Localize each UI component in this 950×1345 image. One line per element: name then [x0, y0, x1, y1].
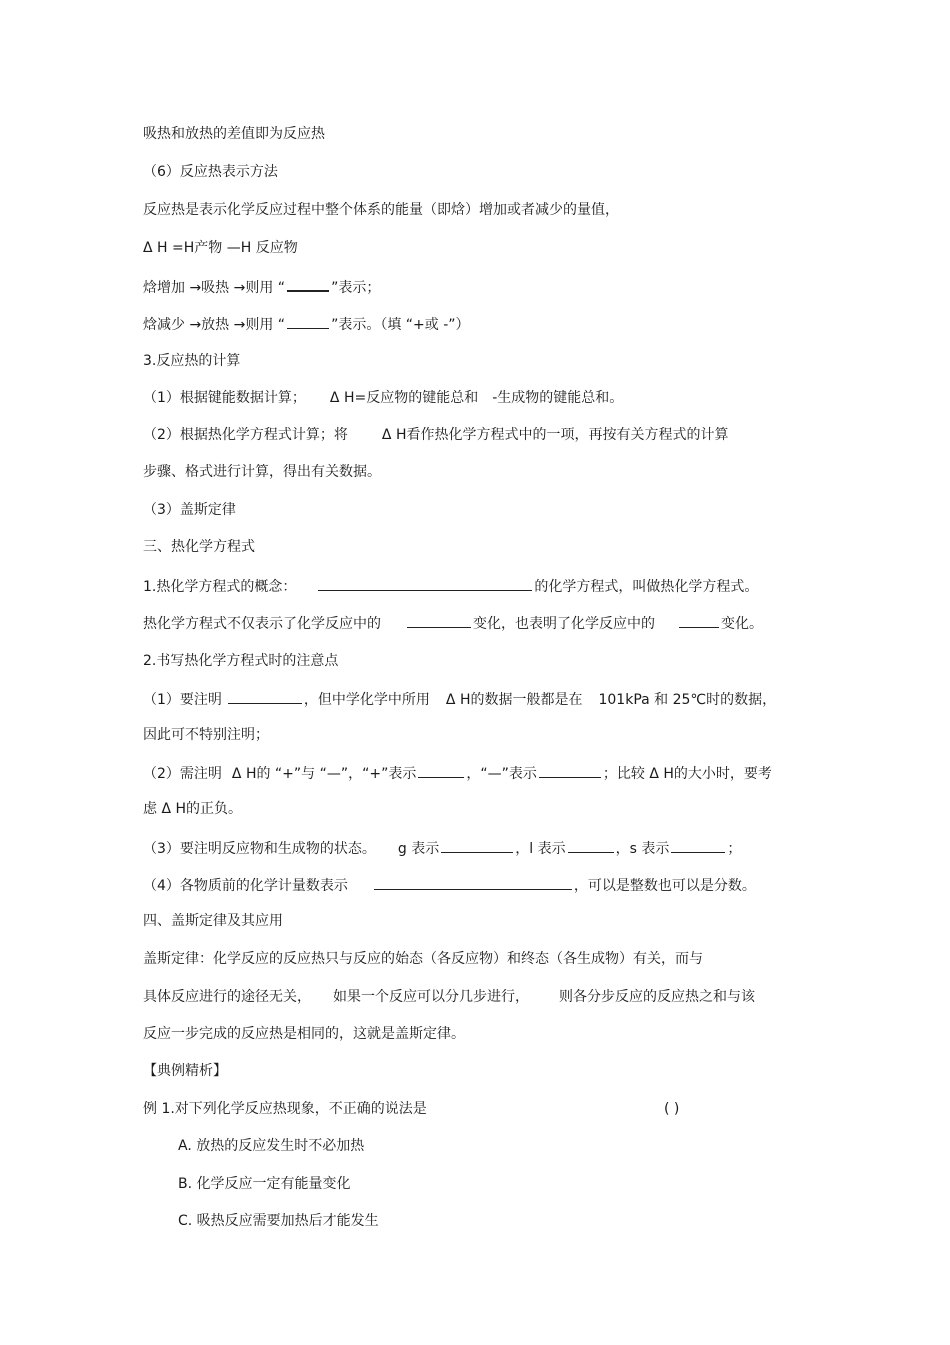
text-line: （3）要注明反应物和生成物的状态。 g 表示 ，l 表示 ，s 表示 ； — [143, 837, 741, 857]
text-line: 虑 Δ H的正负。 — [143, 801, 243, 817]
section-heading-2: 2.书写热化学方程式时的注意点 — [143, 653, 339, 669]
example-heading: 【典例精析】 — [143, 1063, 227, 1079]
text-line: 1.热化学方程式的概念： 的化学方程式，叫做热化学方程式。 — [143, 575, 758, 595]
option-b[interactable]: B. 化学反应一定有能量变化 — [178, 1176, 351, 1192]
answer-blank[interactable] — [407, 612, 471, 628]
answer-blank[interactable] — [539, 762, 601, 778]
text-line: 焓增加 →吸热 →则用 “ ”表示； — [143, 275, 380, 295]
answer-blank[interactable] — [287, 313, 329, 329]
text-line: （4）各物质前的化学计量数表示 ，可以是整数也可以是分数。 — [143, 874, 756, 894]
text-line: （2）需注明 Δ H的 “+”与 “—”，“+”表示 ，“—”表示 ；比较 Δ H的大小时，要考 — [143, 762, 772, 782]
text-line: 盖斯定律：化学反应的反应热只与反应的始态（各反应物）和终态（各生成物）有关，而与 — [143, 951, 703, 967]
question-stem: 例 1.对下列化学反应热现象，不正确的说法是 — [143, 1101, 427, 1117]
text-line: 具体反应进行的途径无关， 如果一个反应可以分几步进行， 则各分步反应的反应热之和与该 — [143, 989, 755, 1005]
answer-blank[interactable] — [679, 612, 719, 628]
text-line: 步骤、格式进行计算，得出有关数据。 — [143, 464, 381, 480]
answer-blank[interactable] — [318, 575, 532, 591]
section-heading-three: 三、热化学方程式 — [143, 539, 255, 555]
text-line: （1）根据键能数据计算； Δ H=反应物的键能总和 -生成物的键能总和。 — [143, 390, 624, 406]
text-line: 焓减少 →放热 →则用 “ ”表示。（填 “+或 -”） — [143, 313, 470, 333]
text-line: 反应热是表示化学反应过程中整个体系的能量（即焓）增加或者减少的量值， — [143, 202, 619, 218]
section-heading-four: 四、盖斯定律及其应用 — [143, 913, 283, 929]
answer-blank[interactable] — [374, 874, 572, 890]
text-line: （3）盖斯定律 — [143, 502, 236, 518]
text-line: 反应一步完成的反应热是相同的，这就是盖斯定律。 — [143, 1026, 465, 1042]
answer-blank[interactable] — [228, 688, 302, 704]
option-a[interactable]: A. 放热的反应发生时不必加热 — [178, 1138, 365, 1154]
answer-paren[interactable]: ( ) — [664, 1101, 680, 1117]
subheading-6: （6）反应热表示方法 — [143, 164, 278, 180]
answer-blank[interactable] — [418, 762, 464, 778]
section-heading-3: 3.反应热的计算 — [143, 353, 241, 369]
answer-blank[interactable] — [287, 275, 329, 292]
answer-blank[interactable] — [671, 837, 725, 853]
answer-blank[interactable] — [441, 837, 513, 853]
text-line: 热化学方程式不仅表示了化学反应中的 变化，也表明了化学反应中的 变化。 — [143, 612, 763, 632]
text-line: 吸热和放热的差值即为反应热 — [143, 126, 325, 142]
option-c[interactable]: C. 吸热反应需要加热后才能发生 — [178, 1213, 379, 1229]
text-line: 因此可不特别注明； — [143, 727, 269, 743]
formula-line: Δ H =H产物 —H 反应物 — [143, 240, 298, 256]
answer-blank[interactable] — [568, 837, 614, 853]
text-line: （2）根据热化学方程式计算；将 Δ H看作热化学方程式中的一项，再按有关方程式的计算 — [143, 427, 729, 443]
text-line: （1）要注明 ，但中学化学中所用 Δ H的数据一般都是在 101kPa 和 25℃时的数据， — [143, 688, 776, 708]
